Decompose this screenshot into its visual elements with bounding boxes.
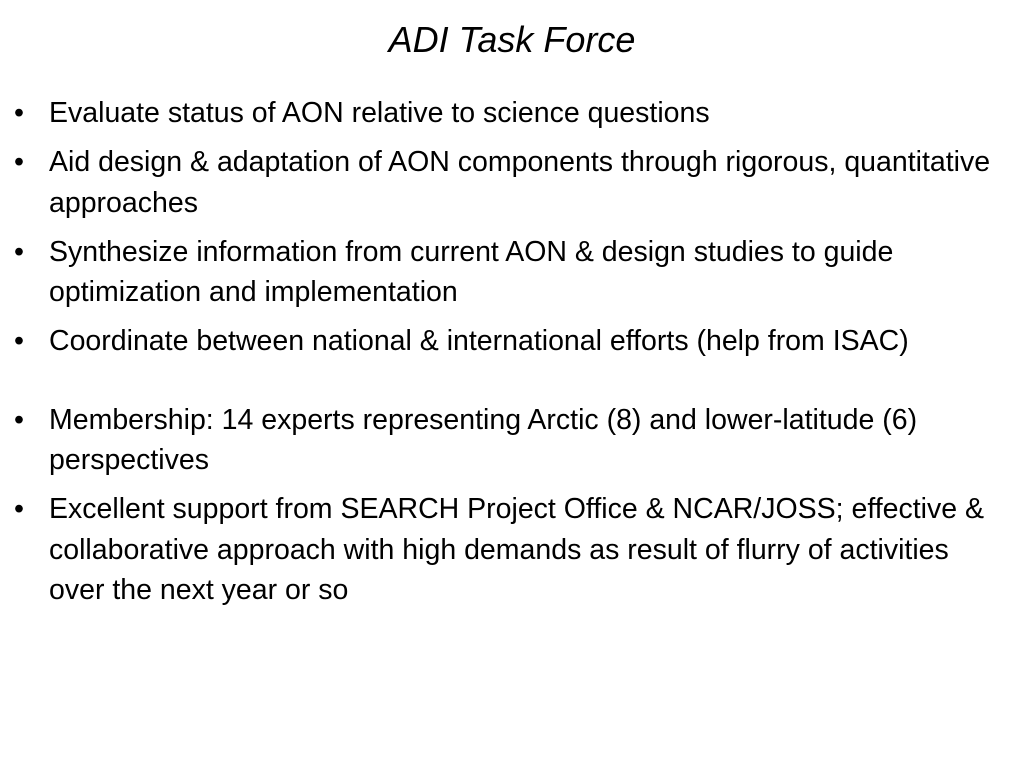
bullet-text: Excellent support from SEARCH Project Office & NCAR/JOSS; effective & collaborative approach with high demands as result of flurry of activities over the next year or so xyxy=(49,493,985,606)
bullet-item-coordinate-efforts xyxy=(12,321,1012,362)
bullet-text: Coordinate between national & international efforts (help from ISAC) xyxy=(49,325,909,357)
bullet-item-synthesize-information xyxy=(12,232,1012,313)
bullet-text: Membership: 14 experts representing Arctic (8) and lower-latitude (6) perspectives xyxy=(49,403,918,476)
bullet-item-excellent-support xyxy=(12,489,1012,611)
bullet-text: Aid design & adaptation of AON components through rigorous, quantitative approaches xyxy=(49,146,991,219)
bullet-text: Synthesize information from current AON & design studies to guide optimization and implementation xyxy=(49,235,894,308)
bullet-text: Evaluate status of AON relative to science questions xyxy=(49,97,710,129)
bullet-item-aid-design xyxy=(12,142,1012,223)
bullet-dot-icon: • xyxy=(14,403,24,436)
bullet-item-membership xyxy=(12,400,1012,481)
bullet-dot-icon: • xyxy=(14,235,24,268)
bullet-list xyxy=(12,93,1012,619)
slide-title: ADI Task Force xyxy=(388,19,636,60)
bullet-dot-icon: • xyxy=(14,493,24,525)
bullet-dot-icon: • xyxy=(14,146,24,178)
bullet-dot-icon: • xyxy=(14,97,24,129)
bullet-item-evaluate-status xyxy=(12,93,1012,134)
bullet-dot-icon: • xyxy=(14,325,24,357)
